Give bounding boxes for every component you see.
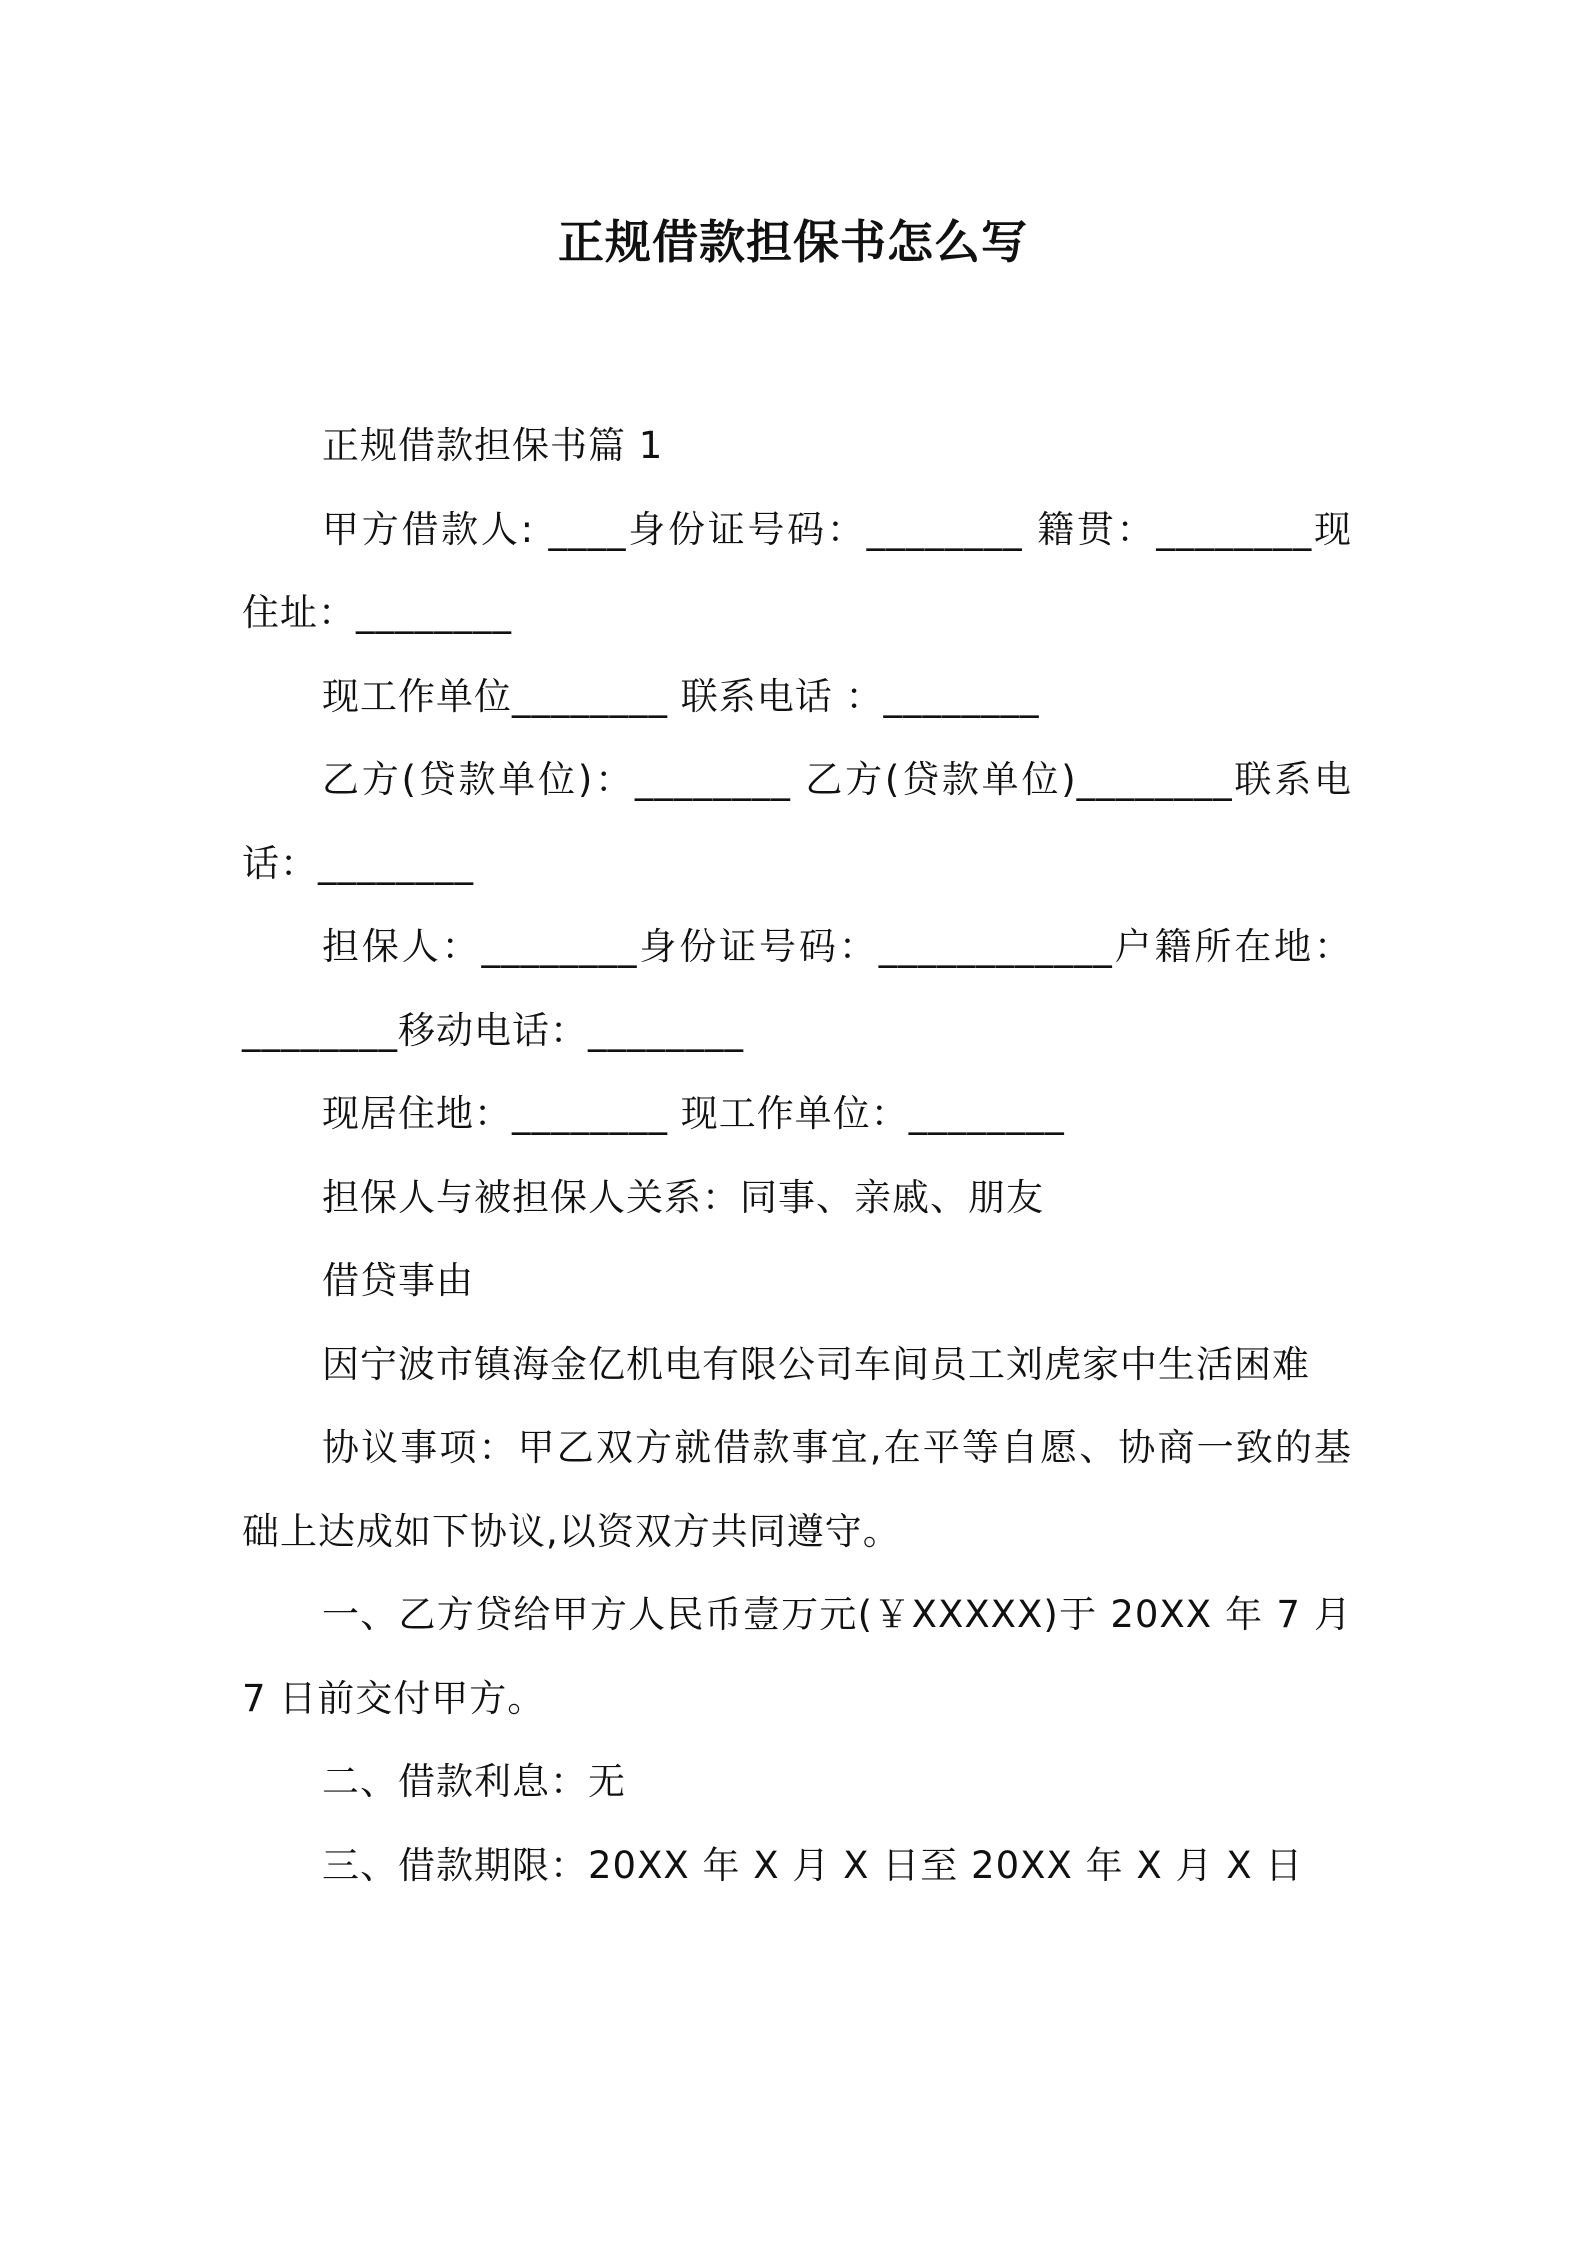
loan-reason-heading: 借贷事由 — [322, 1259, 474, 1302]
clause-one-paragraph: 一、乙方贷给甲方人民币壹万元(￥XXXXX)于 20XX 年 7 月 7 日前交付甲方。 — [242, 1593, 1352, 1720]
clause-three-paragraph: 三、借款期限：20XX 年 X 月 X 日至 20XX 年 X 月 X 日 — [322, 1843, 1304, 1887]
section-heading: 正规借款担保书篇 1 — [322, 424, 664, 467]
guarantor-info-paragraph: 担保人：________身份证号码：____________户籍所在地：________移动电话：________ — [242, 925, 1352, 1052]
clause-two-paragraph: 二、借款利息：无 — [322, 1760, 626, 1803]
borrower-info-paragraph: 甲方借款人: ____身份证号码：________ 籍贯：________现住址：________ — [242, 507, 1352, 634]
agreement-paragraph: 协议事项：甲乙双方就借款事宜,在平等自愿、协商一致的基础上达成如下协议,以资双方共同遵守。 — [242, 1426, 1352, 1553]
document-body — [242, 404, 1352, 1907]
relationship-paragraph: 担保人与被担保人关系：同事、亲戚、朋友 — [322, 1175, 1044, 1219]
borrower-work-paragraph: 现工作单位________ 联系电话 ：________ — [322, 674, 1040, 718]
loan-reason-paragraph: 因宁波市镇海金亿机电有限公司车间员工刘虎家中生活困难 — [322, 1342, 1310, 1386]
lender-info-paragraph: 乙方(贷款单位)：________ 乙方(贷款单位)________联系电话：________ — [242, 758, 1352, 885]
guarantor-address-paragraph: 现居住地：________ 现工作单位：________ — [322, 1092, 1065, 1135]
document-title: 正规借款担保书怎么写 — [558, 215, 1028, 269]
